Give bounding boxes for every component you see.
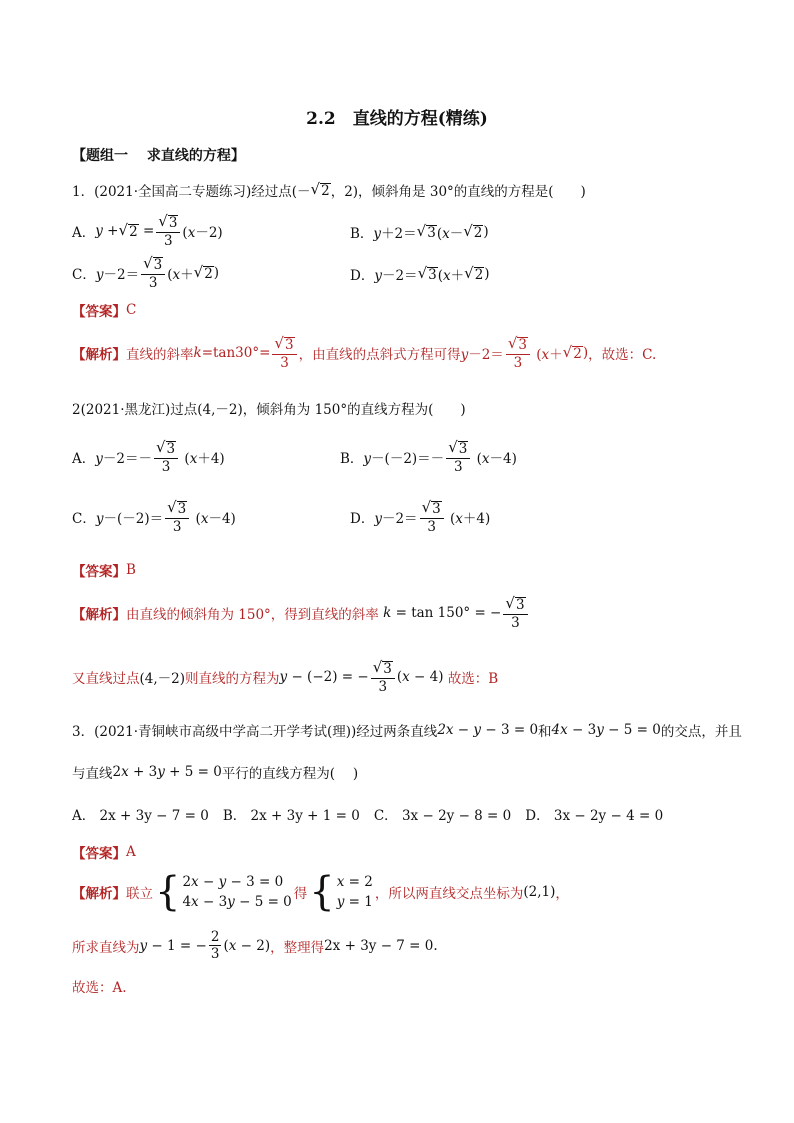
q3-stem-text: 和 — [538, 724, 552, 740]
fraction: √ 3 3 — [272, 336, 296, 370]
q2-option-d[interactable]: D． y－2＝ √ 3 3 (x＋4) — [350, 498, 491, 535]
fraction: √ 3 3 — [156, 214, 180, 248]
answer-value: A — [126, 844, 136, 860]
answer-value: C — [126, 302, 137, 318]
q3-options — [72, 804, 663, 824]
point: (4,－2) — [139, 671, 186, 687]
fraction: $\frac{2}{3}$ — [210, 929, 220, 963]
q3-stem-text: 平行的直线方程为( ) — [221, 766, 359, 782]
option-label: A． — [72, 451, 96, 467]
analysis-text: 直线的斜率 — [126, 347, 194, 363]
sqrt-2: √ 2 — [310, 179, 330, 199]
sqrt-3: √ 3 — [417, 263, 437, 283]
point: (4,－2) — [197, 402, 243, 418]
option-label: D． — [525, 808, 550, 824]
analysis-text: ， — [555, 886, 569, 903]
option-expr: 3x − 2y − 4 = 0 — [553, 808, 664, 824]
option-expr: 3x − 2y − 8 = 0 — [401, 808, 512, 824]
option-expr: 2x + 3y − 7 = 0 — [99, 808, 209, 824]
analysis-text: 由直线的倾斜角为 150°，得到直线的斜率 — [126, 607, 379, 623]
option-label: A． — [72, 808, 96, 824]
option-label: C． — [373, 808, 398, 824]
q3-answer — [72, 842, 136, 862]
fraction: √ 3 3 — [371, 660, 395, 694]
option-label: C． — [72, 267, 96, 283]
q2-option-b[interactable]: B． y－(－2)＝－ √ 3 3 (x－4) — [340, 438, 517, 475]
option-label: B． — [222, 808, 247, 824]
fraction: √ 3 3 — [446, 440, 470, 474]
q3-option-d[interactable] — [525, 804, 663, 824]
sqrt-3: √ 3 — [416, 221, 436, 241]
analysis-text: ，所以两直线交点坐标为 — [374, 886, 524, 903]
q3-option-a[interactable] — [72, 804, 209, 824]
equation-system: { 2x − y − 3 = 0 4x − 3y − 5 = 0 — [155, 869, 292, 916]
analysis-text: 得 — [293, 886, 308, 903]
page-title: 2.2 直线的方程(精练) — [306, 109, 488, 129]
q3-stem-text: 的交点，并且 — [660, 724, 742, 740]
analysis-text: 联立 — [126, 886, 153, 903]
point: (2,1) — [523, 884, 556, 901]
answer-tag: 【答案】 — [72, 846, 126, 862]
q3-analysis-2: 所求直线为 y − 1 = − $\frac{2}{3}$ (x − 2) ，整理得 2x + 3y − 7 = 0. — [72, 929, 438, 963]
fraction: √ 3 3 — [503, 596, 527, 630]
fraction: √ 3 3 — [165, 500, 189, 534]
analysis-tag: 【解析】 — [72, 347, 126, 363]
analysis-text: 又直线过点 — [72, 671, 140, 687]
q2-answer — [72, 560, 136, 580]
q1-analysis: 【解析】 直线的斜率 k=tan30°= √ 3 3 ，由直线的点斜式方程可得 y－2＝ √ 3 3 (x＋ √ 2 ) ，故选：C. — [72, 334, 657, 371]
sqrt-2: √ 2 — [118, 220, 138, 240]
fraction: √ 3 3 — [506, 336, 530, 370]
option-label: B． — [340, 451, 364, 467]
analysis-text: 则直线的方程为 — [185, 671, 280, 687]
analysis-text: 故选：B — [447, 671, 499, 687]
analysis-text: ，由直线的点斜式方程可得 — [298, 347, 461, 363]
q1-stem — [72, 180, 586, 200]
q3-stem: 3．(2021·青铜峡市高级中学高二开学考试(理))经过两条直线 2x − y − 3 = 0 和 4x − 3y − 5 = 0 的交点，并且 — [72, 722, 742, 740]
option-label: B． — [350, 226, 374, 242]
q3-stem-text: 与直线 — [72, 766, 113, 782]
q3-analysis — [72, 869, 569, 916]
answer-tag: 【答案】 — [72, 304, 126, 320]
q3-option-b[interactable] — [223, 804, 360, 824]
q2-analysis-2: 又直线过点 (4,－2) 则直线的方程为 y − (−2) = − √ 3 3 (x − 4) 故选：B — [72, 658, 499, 695]
q2-stem-text: 2(2021·黑龙江)过点 — [72, 402, 198, 418]
q2-stem — [72, 398, 466, 418]
sqrt-2: √ 2 — [562, 342, 582, 362]
answer-value: B — [126, 562, 136, 578]
q1-stem-text-a: 1．(2021·全国高二专题练习)经过点(－ — [72, 184, 311, 200]
option-label: D． — [350, 268, 375, 284]
sqrt-2: √ 2 — [464, 263, 484, 283]
analysis-tag: 【解析】 — [72, 607, 126, 623]
equation: 2x + 3y − 7 = 0. — [324, 937, 438, 954]
option-label: A． — [72, 225, 96, 241]
q2-analysis: 【解析】 由直线的倾斜角为 150°，得到直线的斜率 k = tan 150° = − √ 3 3 — [72, 596, 530, 630]
analysis-text: ，故选：C. — [588, 347, 657, 363]
fraction: √ 3 3 — [420, 500, 444, 534]
answer-tag: 【答案】 — [72, 564, 126, 580]
q1-option-a[interactable]: A． y + √ 2 = √ 3 3 (x－2) — [72, 212, 223, 249]
q3-final: 故选：A. — [72, 980, 127, 996]
q3-stem-text: 3．(2021·青铜峡市高级中学高二开学考试(理))经过两条直线 — [72, 724, 438, 740]
sqrt-2: √ 2 — [463, 221, 483, 241]
q3-stem-2: 与直线 2x + 3y + 5 = 0 平行的直线方程为( ) — [72, 764, 359, 782]
option-label: C． — [72, 511, 96, 527]
q1-option-c[interactable]: C． y－2＝ √ 3 3 (x＋ √ 2 ) — [72, 254, 220, 291]
q1-stem-text-b: ，2)，倾斜角是 30°的直线的方程是( ) — [330, 184, 586, 200]
analysis-text: ，整理得 — [270, 939, 325, 956]
analysis-tag: 【解析】 — [72, 886, 126, 903]
solution-system: { x = 2 y = 1 — [309, 869, 373, 916]
q2-stem-text: ，倾斜角为 150°的直线方程为( ) — [242, 402, 466, 418]
option-label: D． — [350, 511, 375, 527]
fraction: √ 3 3 — [141, 256, 165, 290]
q2-option-a[interactable]: A． y－2＝－ √ 3 3 (x＋4) — [72, 438, 225, 475]
sqrt-2: √ 2 — [193, 262, 213, 282]
q1-answer — [72, 300, 136, 320]
q3-option-c[interactable] — [374, 804, 511, 824]
option-expr: 2x + 3y + 1 = 0 — [250, 808, 360, 824]
section-heading: 【题组一 求直线的方程】 — [72, 148, 245, 164]
fraction: √ 3 3 — [154, 440, 178, 474]
q1-option-d[interactable]: D． y－2＝ √ 3 (x＋ √ 2 ) — [350, 263, 490, 284]
q2-option-c[interactable]: C． y－(－2)＝ √ 3 3 (x－4) — [72, 498, 236, 535]
q1-option-b[interactable]: B． y＋2＝ √ 3 (x－ √ 2 ) — [350, 221, 489, 242]
analysis-text: 所求直线为 — [72, 939, 140, 956]
